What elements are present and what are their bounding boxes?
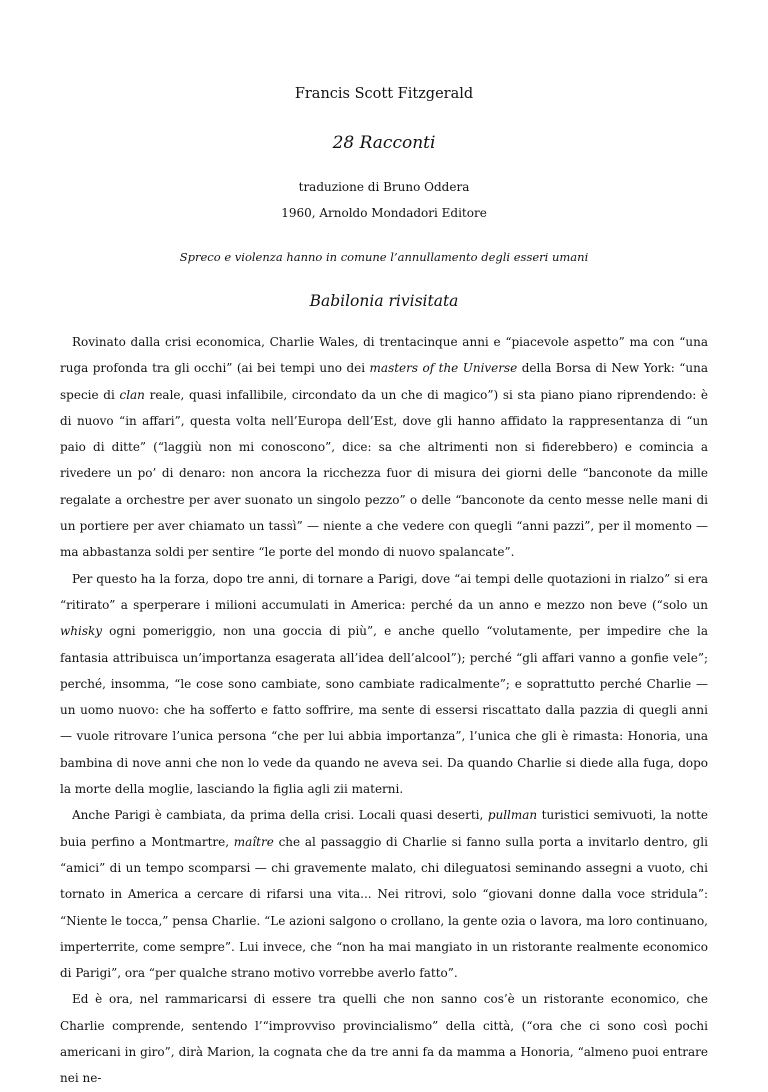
paragraph (60, 802, 708, 986)
story-title: Babilonia rivisitata (309, 292, 459, 310)
translation-credit: traduzione di Bruno Oddera (298, 180, 470, 194)
italic-text: maître (233, 834, 274, 849)
book-title: 28 Racconti (332, 133, 436, 153)
italic-text: clan (119, 387, 145, 402)
paragraph (60, 566, 708, 803)
text-run: Per questo ha la forza, dopo tre anni, di tornare a Parigi, dove “ai tempi delle quotazioni in rialzo” si era “ritirato” a sperperare i milioni accumulati in America: perché da un anno e mezzo non beve (“solo un (60, 571, 708, 612)
epigraph: Spreco e violenza hanno in comune l’annullamento degli esseri umani (179, 250, 589, 264)
italic-text: pullman (487, 808, 538, 823)
italic-text: whisky (60, 624, 103, 639)
author-name: Francis Scott Fitzgerald (294, 86, 474, 102)
text-run: della Borsa di New York: “una specie di (60, 361, 709, 402)
paragraph (60, 986, 708, 1091)
paragraph (60, 329, 708, 566)
text-run: Anche Parigi è cambiata, da prima della crisi. Locali quasi deserti, (72, 808, 488, 823)
text-run: ogni pomeriggio, non una goccia di più”, e anche quello “volutamente, per impedire che la fantasia attribuisca un’importanza esagerata all’idea dell’alcool”); perché “gli affari vanno a gonfie vele”; perché, insomma, “le cose sono cambiate, sono cambiate radicalmente”; e soprattutto perché Charlie — un uomo nuovo: che ha sofferto e fatto soffrire, ma sente di essersi riscattato dalla pazzia di quegli anni — vuole ritrovare l’unica persona “che per lui abbia importanza”, l’unica che gli è rimasta: Honoria, una bambina di nove anni che non lo vede da quando ne aveva sei. Da quando Charlie si diede alla fuga, dopo la morte della moglie, lasciando la figlia agli zii materni. (60, 624, 708, 797)
text-run: che al passaggio di Charlie si fanno sulla porta a invitarlo dentro, gli “amici” di un tempo scomparsi — chi gravemente malato, chi dileguatosi seminando assegni a vuoto, chi tornato in America a cercare di rifarsi una vita... Nei ritrovi, solo “giovani donne dalla voce stridula”: “Niente le tocca,” pensa Charlie. “Le azioni salgono o crollano, la gente ozia o lavora, ma loro continuano, imperterrite, come sempre”. Lui invece, che “non ha mai mangiato in un ristorante realmente economico di Parigi”, ora “per qualche strano motivo vorrebbe averlo fatto”. (60, 834, 708, 981)
text-run: reale, quasi infallibile, circondato da un che di magico”) si sta piano piano riprendendo: è di nuovo “in affari”, questa volta nell’Europa dell’Est, dove gli hanno affidato la rappresentanza di “un paio di ditte” (“laggiù non mi conoscono”, dice: sa che altrimenti non si fiderebbero) e comincia a rivedere un po’ di denaro: non ancora la ricchezza fuor di misura dei giorni delle “banconote da mille regalate a orchestre per aver suonato un singolo pezzo” o delle “banconote da cento messe nelle mani di un portiere per aver chiamato un tassì” — niente a che vedere con quegli “anni pazzi”, per il momento — ma abbastanza soldi per sentire “le porte del mondo di nuovo spalancate”. (60, 387, 709, 560)
body-text (60, 329, 708, 1092)
text-run: turistici semivuoti, la notte buia perfino a Montmartre, (60, 808, 708, 849)
text-run: Rovinato dalla crisi economica, Charlie Wales, di trentacinque anni e “piacevole aspetto” ma con “una ruga profonda tra gli occhi” (ai bei tempi uno dei (60, 335, 708, 376)
publisher-line: 1960, Arnoldo Mondadori Editore (281, 206, 487, 220)
text-run: Ed è ora, nel rammaricarsi di essere tra quelli che non sanno cos’è un ristorante economico, che Charlie comprende, sentendo l’“improvviso provincialismo” della città, (“ora che ci sono così pochi americani in giro”, dirà Marion, la cognata che da tre anni fa da mamma a Honoria, “almeno puoi entrare nei ne- (60, 992, 708, 1086)
italic-text: masters of the Universe (369, 361, 518, 376)
